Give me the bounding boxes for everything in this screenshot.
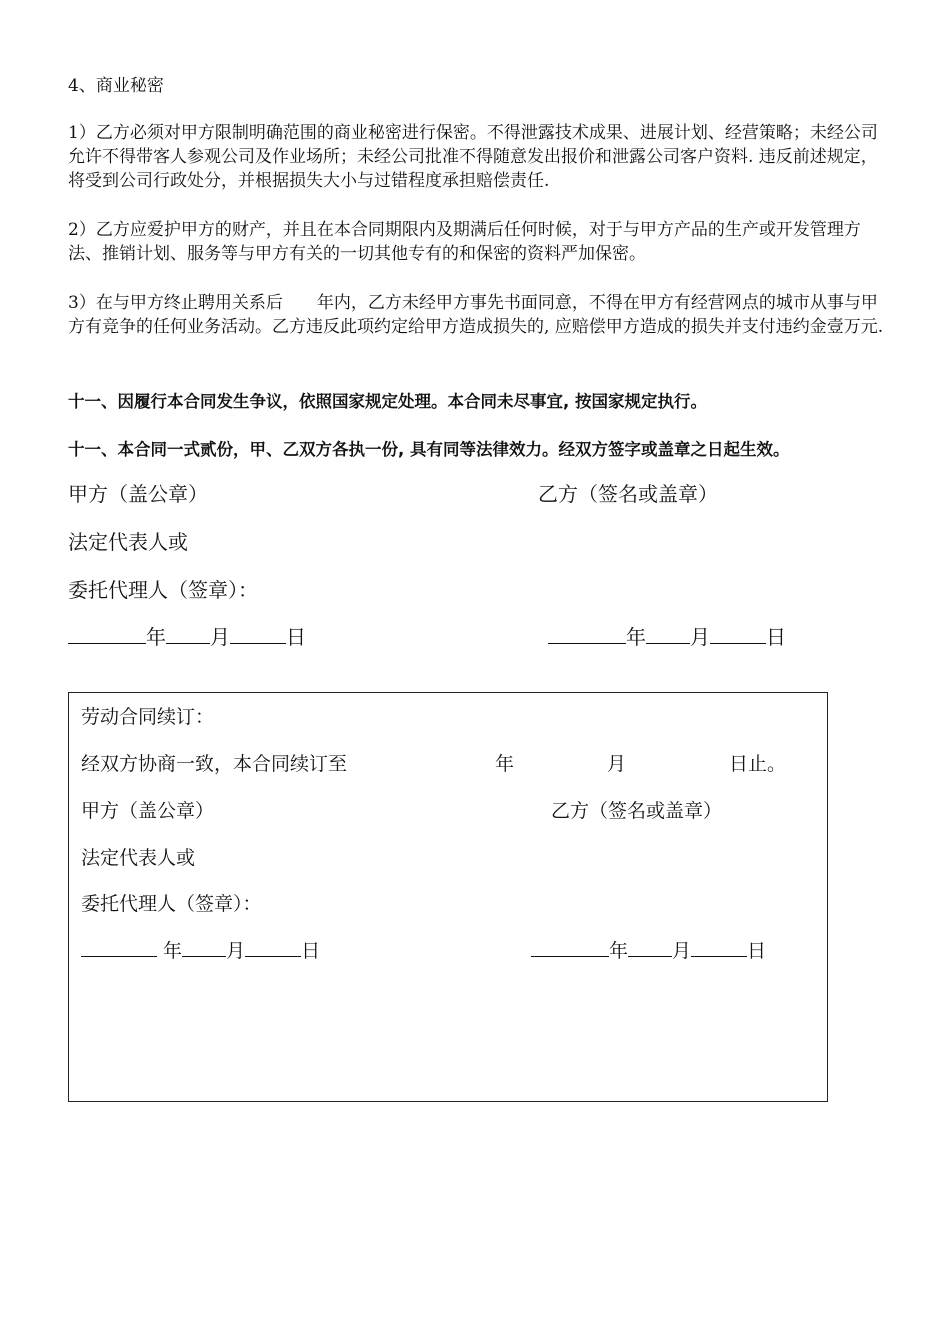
day-label: 日 (747, 940, 767, 962)
renewal-box (68, 692, 828, 1102)
renewal-legal-rep: 法定代表人或 (81, 847, 196, 869)
date-line-party-a (68, 623, 306, 651)
renewal-text: 经双方协商一致，本合同续订至 (81, 753, 348, 775)
date-line-party-b (548, 623, 786, 651)
clause-3: 3）在与甲方终止聘用关系后 年内，乙方未经甲方事先书面同意，不得在甲方有经营网点的城市从事与甲方有竞争的任何业务活动。乙方违反此项约定给甲方造成损失的, 应赔偿甲方造成的损失并支付违约金壹万元. (68, 293, 884, 337)
agent-label: 委托代理人（签章）： (68, 578, 258, 602)
renewal-day-end: 日止。 (729, 753, 787, 775)
month-blank[interactable] (646, 623, 690, 644)
article-copies: 十一、本合同一式贰份，甲、乙双方各执一份, 具有同等法律效力。经双方签字或盖章之日起生效。 (68, 440, 790, 459)
month-label: 月 (210, 625, 230, 649)
year-blank[interactable] (81, 936, 157, 957)
article-dispute: 十一、因履行本合同发生争议，依照国家规定处理。本合同未尽事宜, 按国家规定执行。 (68, 392, 708, 411)
year-label: 年 (163, 940, 183, 962)
day-label: 日 (766, 625, 786, 649)
renewal-party-b: 乙方（签名或盖章） (551, 800, 723, 822)
renewal-month: 月 (607, 753, 627, 775)
month-label: 月 (690, 625, 710, 649)
renewal-date-line-party-a (81, 936, 320, 965)
day-blank[interactable] (710, 623, 766, 644)
clause-2: 2）乙方应爱护甲方的财产，并且在本合同期限内及期满后任何时候，对于与甲方产品的生产或开发管理方法、推销计划、服务等与甲方有关的一切其他专有的和保密的资料严加保密。 (68, 220, 861, 264)
renewal-year: 年 (495, 753, 515, 775)
month-label: 月 (226, 940, 246, 962)
day-blank[interactable] (245, 936, 301, 957)
year-blank[interactable] (531, 936, 609, 957)
party-a-label: 甲方（盖公章） (68, 482, 208, 506)
legal-rep-label: 法定代表人或 (68, 530, 188, 554)
year-blank[interactable] (68, 623, 146, 644)
month-label: 月 (672, 940, 692, 962)
month-blank[interactable] (182, 936, 226, 957)
year-label: 年 (609, 940, 629, 962)
party-b-label: 乙方（签名或盖章） (538, 482, 718, 506)
year-blank[interactable] (548, 623, 626, 644)
day-blank[interactable] (230, 623, 286, 644)
year-label: 年 (626, 625, 646, 649)
renewal-title: 劳动合同续订： (81, 706, 215, 728)
section-heading: 4、商业秘密 (68, 76, 164, 96)
year-label: 年 (146, 625, 166, 649)
month-blank[interactable] (628, 936, 672, 957)
renewal-agent: 委托代理人（签章）： (81, 893, 262, 915)
day-blank[interactable] (691, 936, 747, 957)
day-label: 日 (286, 625, 306, 649)
renewal-party-a: 甲方（盖公章） (81, 800, 215, 822)
renewal-date-line-party-b (531, 936, 766, 965)
month-blank[interactable] (166, 623, 210, 644)
clause-1: 1）乙方必须对甲方限制明确范围的商业秘密进行保密。不得泄露技术成果、进展计划、经营策略；未经公司允许不得带客人参观公司及作业场所；未经公司批准不得随意发出报价和泄露公司客户资料. 违反前述规定，将受到公司行政处分，并根据损失大小与过错程度承担赔偿责任. (68, 123, 878, 191)
day-label: 日 (301, 940, 321, 962)
